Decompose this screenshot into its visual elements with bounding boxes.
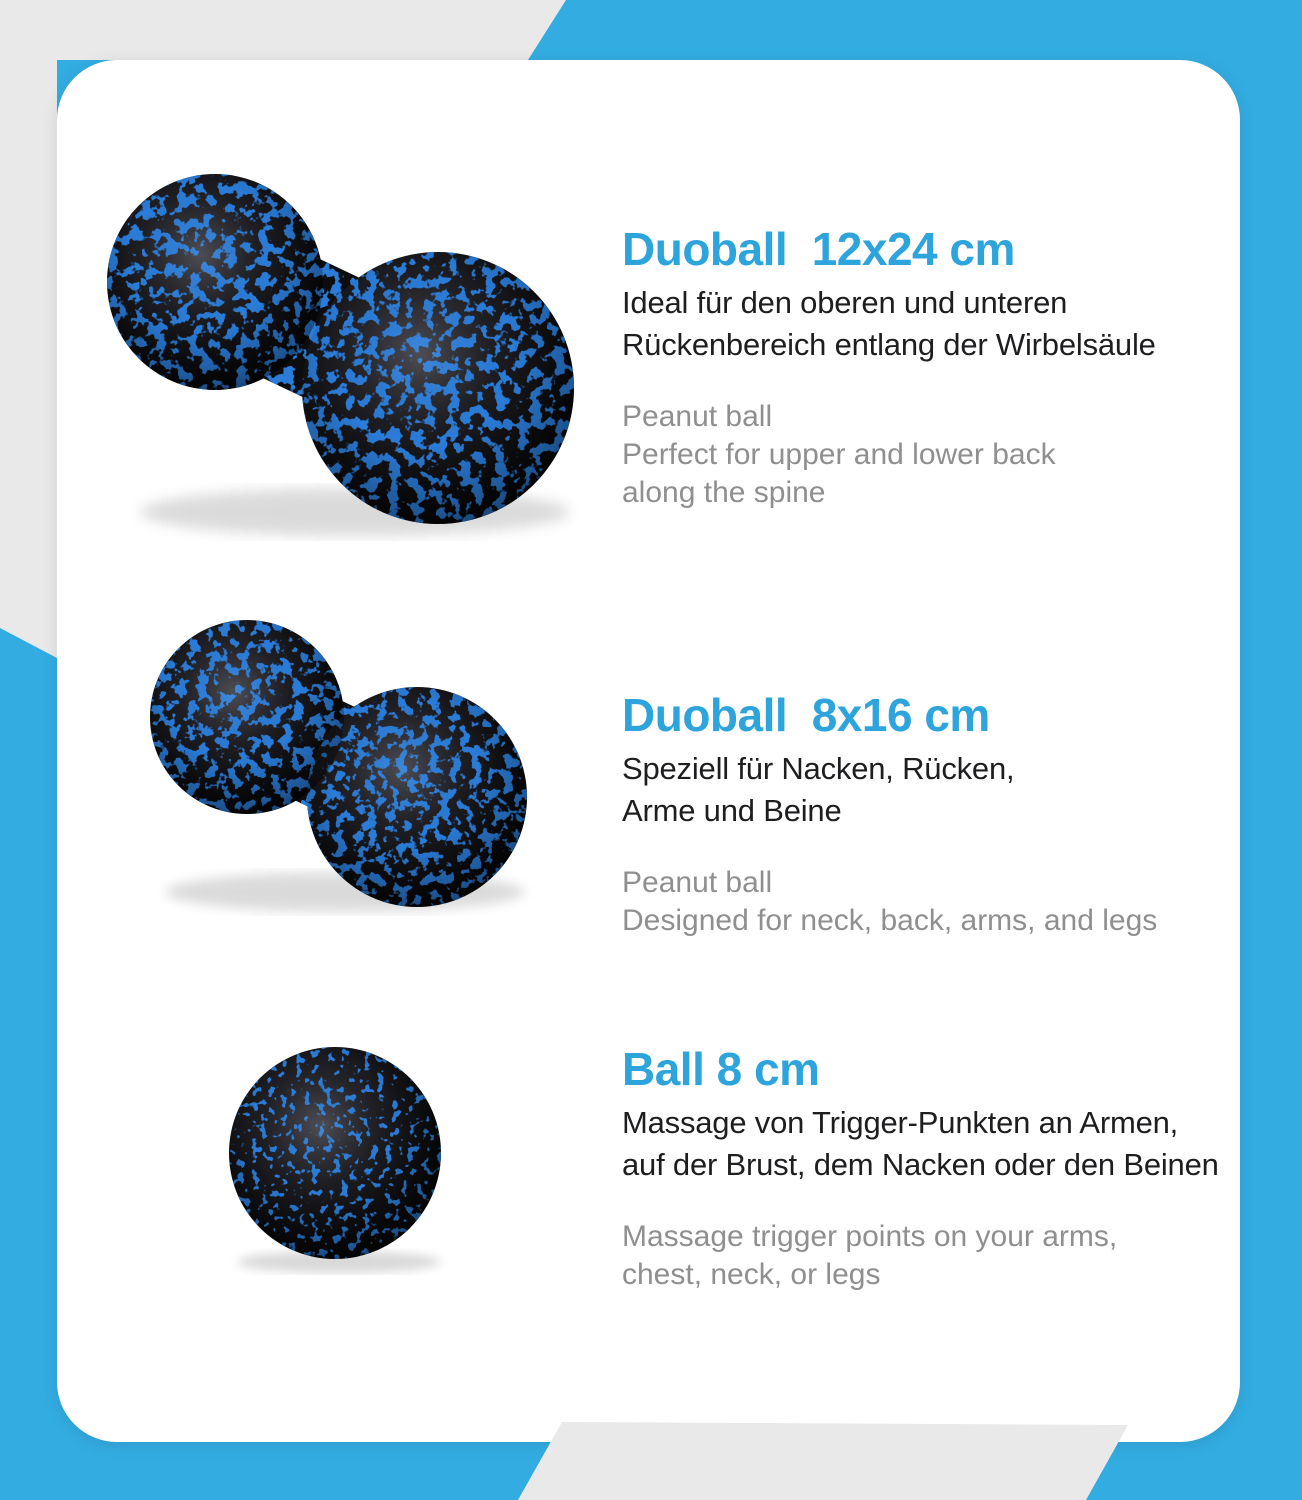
section-title: Duoball 12x24 cm: [622, 223, 1015, 275]
description-english-line: chest, neck, or legs: [622, 1258, 881, 1291]
description-german: [622, 1102, 1232, 1186]
description-german-line: auf der Brust, dem Nacken oder den Beinen: [622, 1147, 1219, 1182]
description-english-line: Massage trigger points on your arms,: [622, 1220, 1118, 1253]
peanut-ball-8x16-image: [135, 600, 535, 920]
description-english-line: Peanut ball: [622, 400, 773, 433]
description-english-line: along the spine: [622, 476, 826, 509]
description-german-line: Rückenbereich entlang der Wirbelsäule: [622, 327, 1156, 362]
description-german-line: Arme und Beine: [622, 793, 842, 828]
section-duoball-8x16: [622, 688, 1232, 940]
massage-ball-8cm-image: [215, 1035, 455, 1275]
description-german-line: Ideal für den oberen und unteren: [622, 285, 1068, 320]
section-title: Duoball 8x16 cm: [622, 689, 990, 741]
description-german-line: Speziell für Nacken, Rücken,: [622, 751, 1015, 786]
description-english-line: Designed for neck, back, arms, and legs: [622, 904, 1158, 937]
description-english: [622, 1218, 1232, 1294]
description-german: [622, 282, 1232, 366]
description-english-line: Perfect for upper and lower back: [622, 438, 1056, 471]
section-ball-8cm: [622, 1042, 1232, 1294]
description-english-line: Peanut ball: [622, 866, 773, 899]
section-duoball-12x24: [622, 222, 1232, 512]
description-german-line: Massage von Trigger-Punkten an Armen,: [622, 1105, 1179, 1140]
description-english: [622, 864, 1232, 940]
description-english: [622, 398, 1232, 512]
section-title: Ball 8 cm: [622, 1043, 820, 1095]
description-german: [622, 748, 1232, 832]
peanut-ball-12x24-image: [95, 160, 595, 545]
